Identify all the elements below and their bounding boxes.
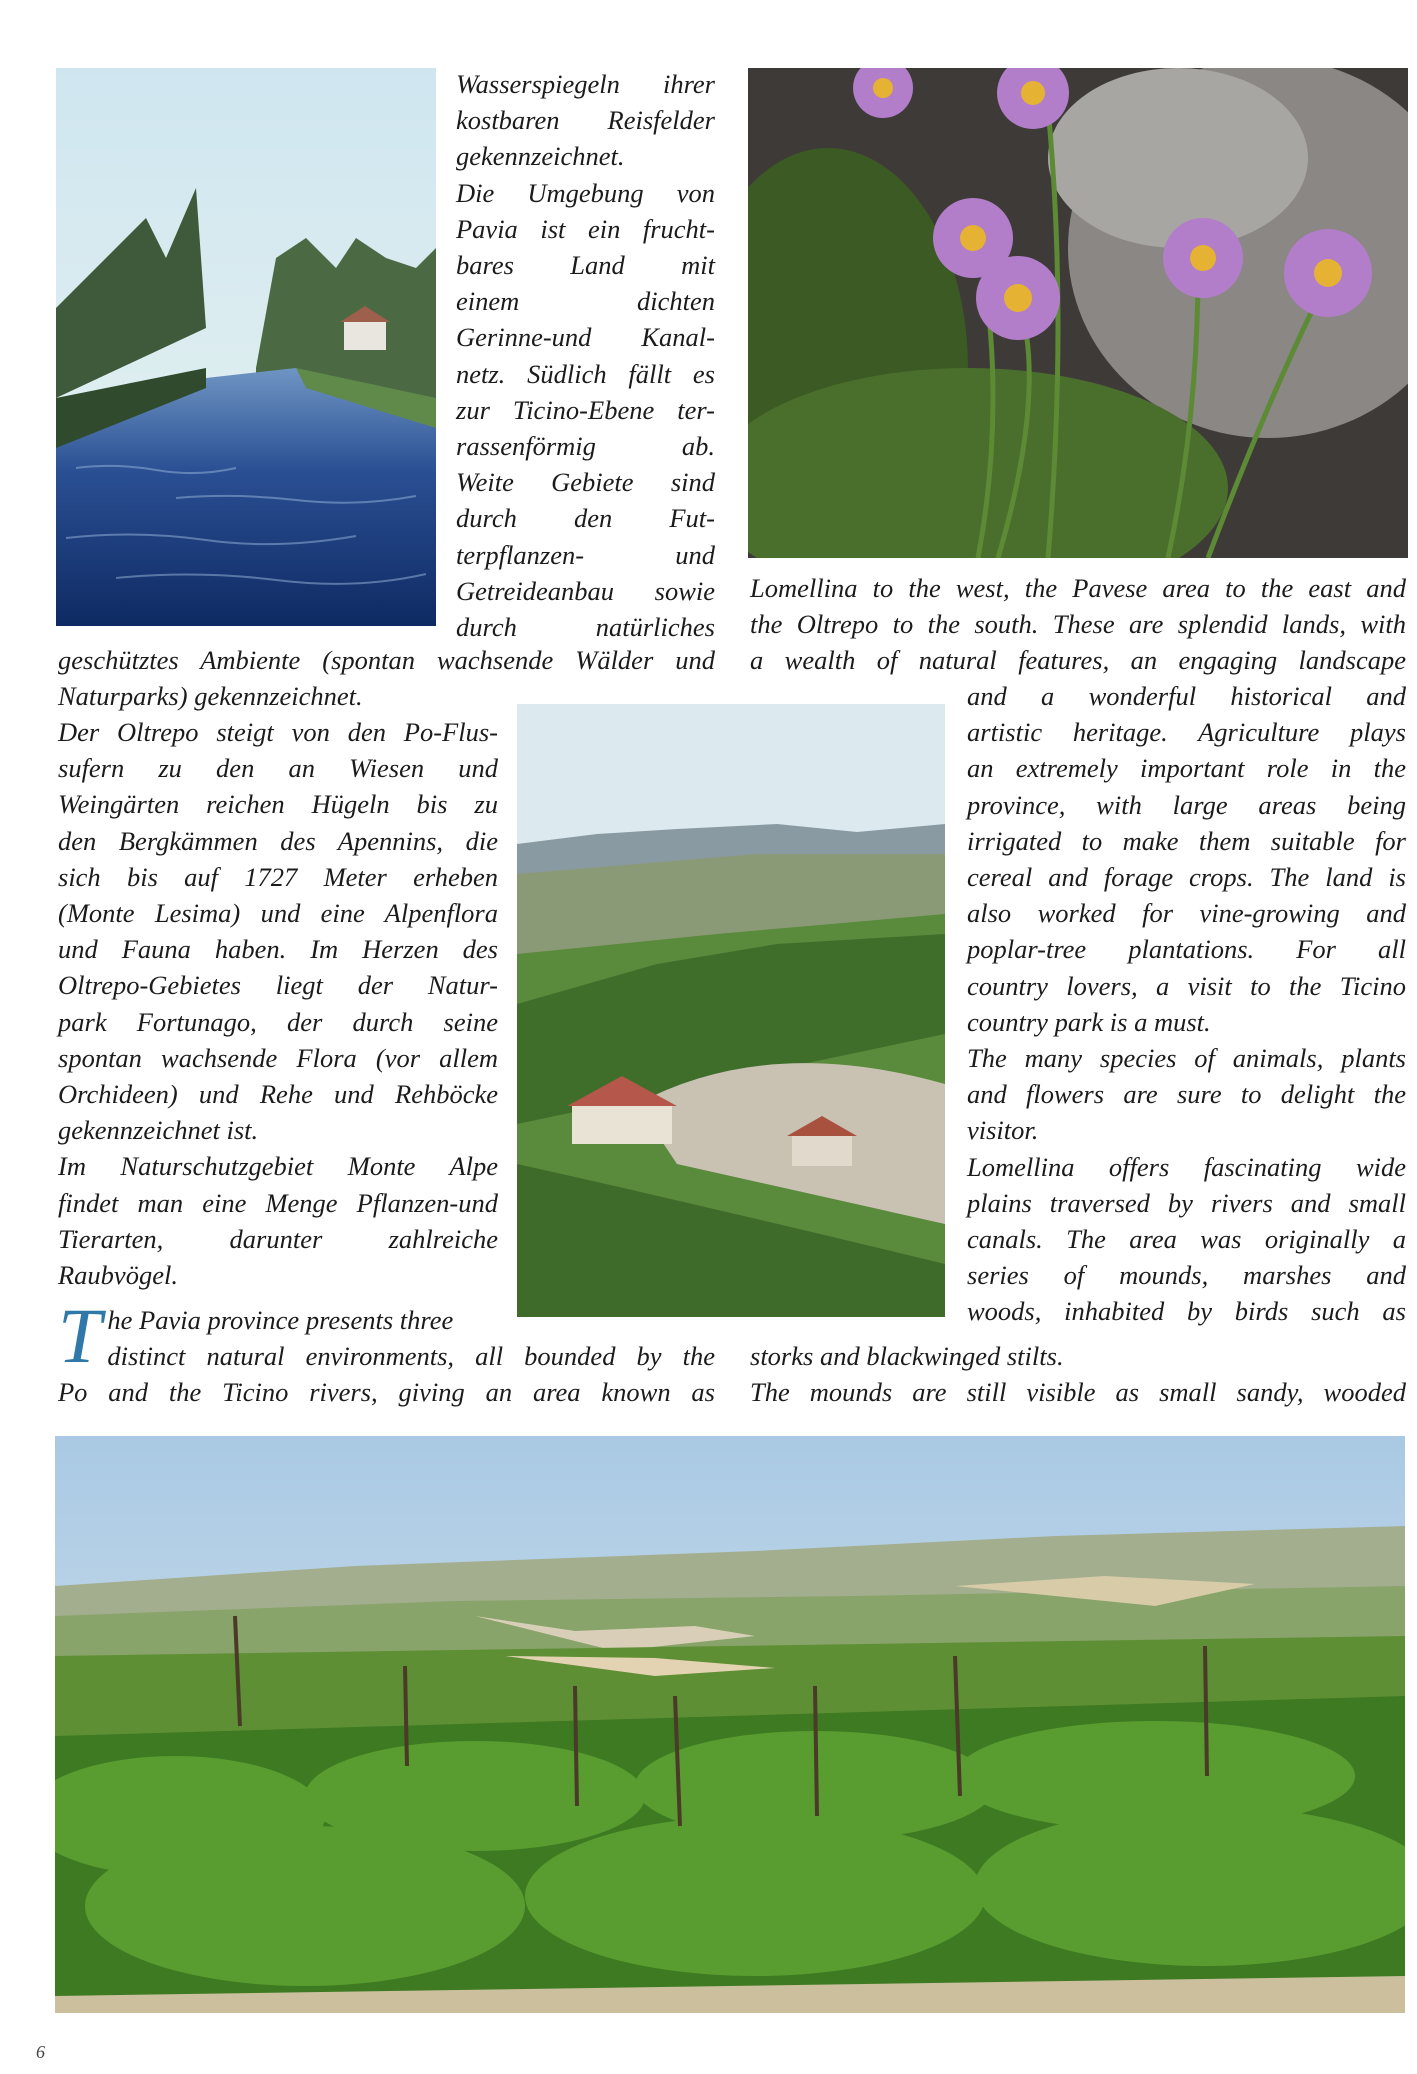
text-line: park Fortunago, der durch seine xyxy=(58,1006,498,1037)
text-line: The mounds are still visible as small sandy, wooded xyxy=(750,1377,1406,1408)
text-line: netz. Südlich fällt es xyxy=(456,358,715,389)
text-line: geschütztes Ambiente (spontan wachsende Wälder und xyxy=(58,645,715,675)
text-line: Gerinne-und Kanal- xyxy=(456,322,715,353)
text-line: Po and the Ticino rivers, giving an area known as xyxy=(58,1377,715,1408)
text-line: terpflanzen- und xyxy=(456,539,715,570)
text-line: the Oltrepo to the south. These are splendid lands, with xyxy=(750,609,1406,640)
flowers-photo xyxy=(748,68,1408,558)
river-photo xyxy=(56,68,436,626)
text-line: an extremely important role in the xyxy=(967,753,1406,784)
text-line: durch natürliches xyxy=(456,612,715,643)
english-text-wide xyxy=(750,570,1406,679)
text-line: Wasserspiegeln ihrer xyxy=(456,69,715,99)
text-line: The many species of animals, plants xyxy=(967,1043,1406,1074)
text-line: Naturparks) gekennzeichnet. xyxy=(58,681,363,712)
vineyard-panorama-image xyxy=(55,1436,1405,2013)
hills-photo xyxy=(517,704,945,1317)
river-landscape-image xyxy=(56,68,436,626)
text-line: province, with large areas being xyxy=(967,789,1406,820)
text-line: durch den Fut- xyxy=(456,503,715,534)
text-line: Getreideanbau sowie xyxy=(456,575,715,606)
text-line: Oltrepo-Gebietes liegt der Natur- xyxy=(58,970,498,1001)
text-line: cereal and forage crops. The land is xyxy=(967,862,1406,893)
text-line: zur Ticino-Ebene ter- xyxy=(456,394,715,425)
text-line: Weite Gebiete sind xyxy=(456,467,715,498)
text-line: plains traversed by rivers and small xyxy=(967,1187,1406,1218)
text-line: Die Umgebung von xyxy=(456,177,715,208)
text-line: einem dichten xyxy=(456,286,715,317)
text-line: country park is a must. xyxy=(967,1006,1211,1037)
text-line: poplar-tree plantations. For all xyxy=(967,934,1406,965)
text-line: sufern zu den an Wiesen und xyxy=(58,753,498,784)
english-intro xyxy=(58,1292,715,1411)
text-line: Lomellina to the west, the Pavese area to the east and xyxy=(750,573,1406,603)
text-line: Im Naturschutzgebiet Monte Alpe xyxy=(58,1151,498,1182)
text-line: and flowers are sure to delight the xyxy=(967,1079,1406,1110)
text-line: woods, inhabited by birds such as xyxy=(967,1296,1406,1327)
text-line: den Bergkämmen des Apennins, die xyxy=(58,825,498,856)
text-line: visitor. xyxy=(967,1115,1039,1146)
text-line: Tierarten, darunter zahlreiche xyxy=(58,1223,498,1254)
text-line: Pavia ist ein frucht- xyxy=(456,213,715,244)
text-line: Raubvögel. xyxy=(58,1260,178,1291)
text-line: sich bis auf 1727 Meter erheben xyxy=(58,861,498,892)
vineyard-photo xyxy=(55,1436,1405,2013)
text-line: a wealth of natural features, an engaging landscape xyxy=(750,645,1406,676)
text-line: canals. The area was originally a xyxy=(967,1224,1406,1255)
text-line: irrigated to make them suitable for xyxy=(967,825,1406,856)
text-line: Der Oltrepo steigt von den Po-Flus- xyxy=(58,717,498,747)
english-text-tail xyxy=(750,1338,1406,1410)
text-line: also worked for vine-growing and xyxy=(967,898,1406,929)
text-line: spontan wachsende Flora (vor allem xyxy=(58,1042,498,1073)
page-number: 6 xyxy=(36,2042,45,2062)
text-line: und Fauna haben. Im Herzen des xyxy=(58,934,498,965)
text-line: Weingärten reichen Hügeln bis zu xyxy=(58,789,498,820)
text-line: he Pavia province presents three xyxy=(107,1305,454,1335)
text-line: and a wonderful historical and xyxy=(967,681,1406,711)
drop-cap: T xyxy=(58,1292,102,1379)
text-line: findet man eine Menge Pflanzen-und xyxy=(58,1187,498,1218)
text-line: series of mounds, marshes and xyxy=(967,1260,1406,1291)
english-text-narrow xyxy=(967,678,1406,1330)
text-line: distinct natural environments, all bounded by the xyxy=(107,1341,715,1372)
german-text-left xyxy=(58,714,498,1293)
text-line: kostbaren Reisfelder xyxy=(456,105,715,136)
hillside-farmhouse-image xyxy=(517,704,945,1317)
text-line: artistic heritage. Agriculture plays xyxy=(967,717,1406,748)
german-text-wide xyxy=(58,642,715,714)
text-line: Orchideen) und Rehe und Rehböcke xyxy=(58,1079,498,1110)
text-line: gekennzeichnet. xyxy=(456,141,625,172)
text-line: country lovers, a visit to the Ticino xyxy=(967,970,1406,1001)
text-line: Lomellina offers fascinating wide xyxy=(967,1151,1406,1182)
text-line: rassenförmig ab. xyxy=(456,431,715,462)
text-line: (Monte Lesima) und eine Alpenflora xyxy=(58,898,498,929)
text-line: gekennzeichnet ist. xyxy=(58,1115,259,1146)
purple-aster-flowers-image xyxy=(748,68,1408,558)
german-text-narrow xyxy=(456,66,715,645)
text-line: bares Land mit xyxy=(456,250,715,281)
text-line: storks and blackwinged stilts. xyxy=(750,1341,1064,1371)
